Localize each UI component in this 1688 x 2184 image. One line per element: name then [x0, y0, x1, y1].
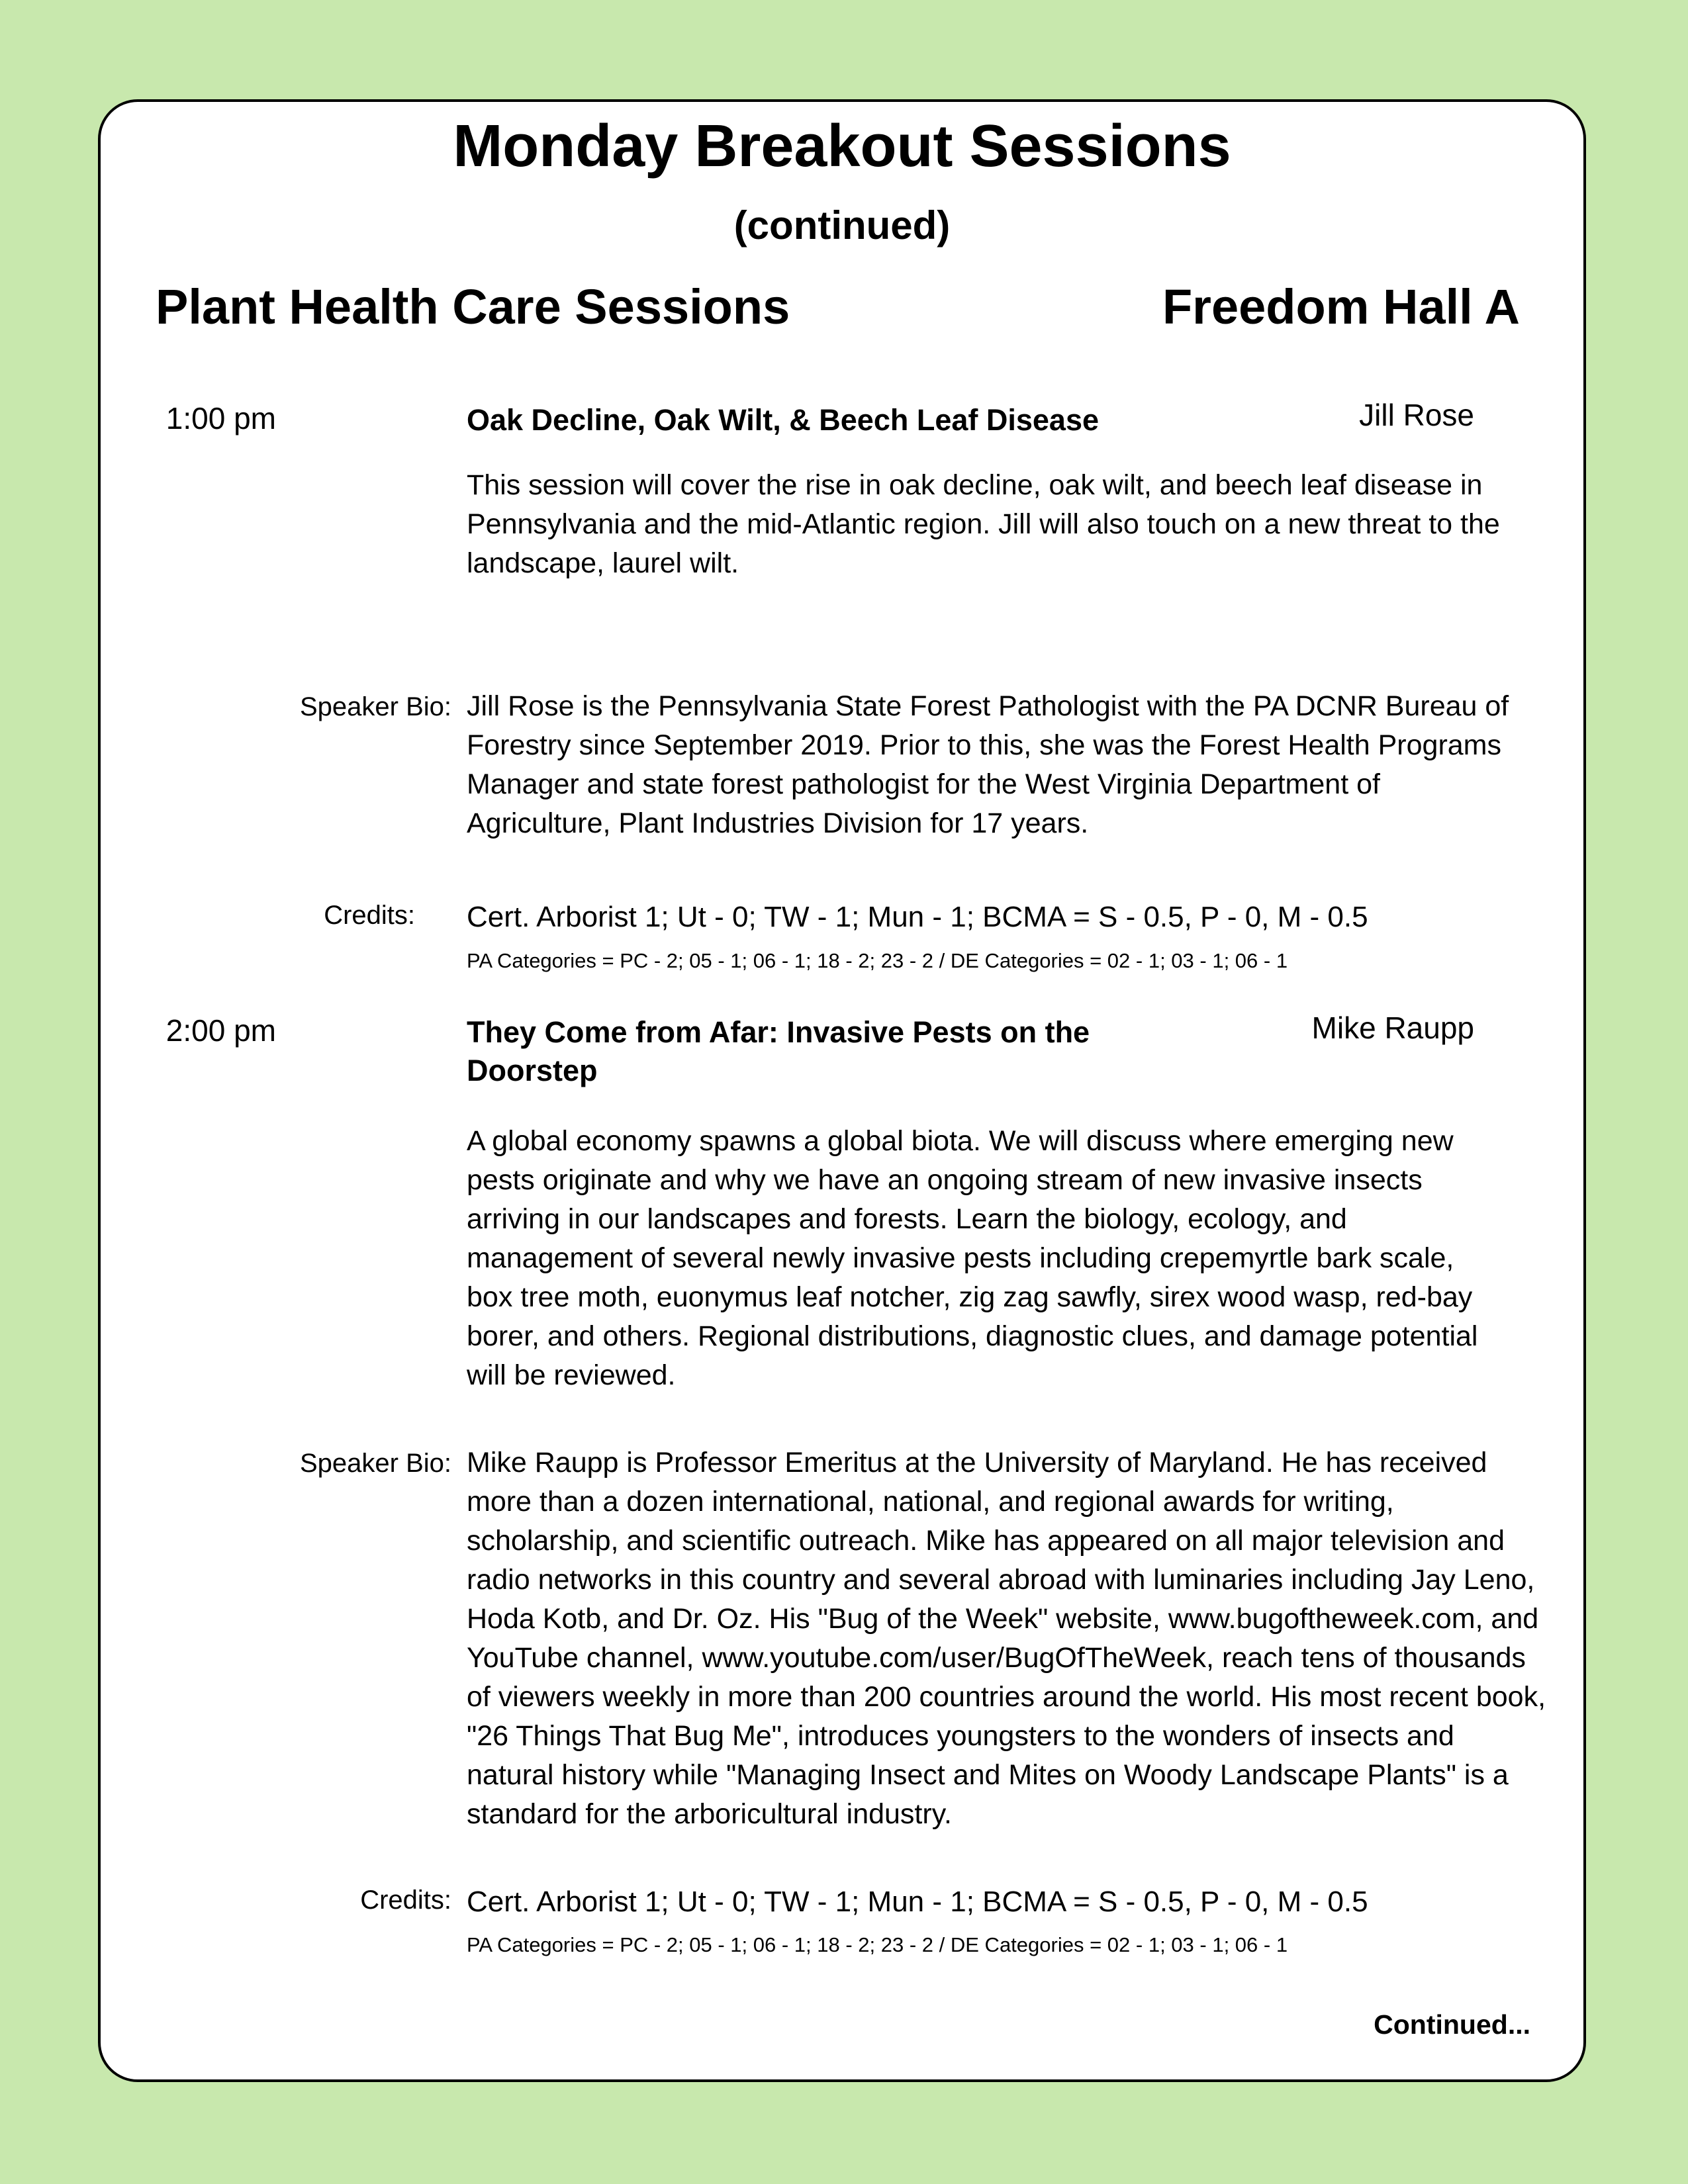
- session-1-credits: Cert. Arborist 1; Ut - 0; TW - 1; Mun - 1; BCMA = S - 0.5, P - 0, M - 0.5: [467, 901, 1368, 933]
- session-2-bio: Mike Raupp is Professor Emeritus at the University of Maryland. He has received more than a dozen international, national, and regional awards for writing, scholarship, and scientific outreach. Mike has appeared on all major television and radio networks in this country and several abroad with luminaries including Jay Leno, Hoda Kotb, and Dr. Oz. His "Bug of the Week" website, www.bugoftheweek.com, and YouTube channel, www.youtube.com/user/BugOfTheWeek, reach tens of thousands of viewers weekly in more than 200 countries around the world. His most recent book, "26 Things That Bug Me", introduces youngsters to the wonders of insects and natural history while "Managing Insect and Mites on Woody Landscape Plants" is a standard for the arboricultural industry.: [467, 1447, 1546, 1830]
- schedule-card: [98, 99, 1586, 2082]
- session-2-bio-label: Speaker Bio:: [299, 1449, 451, 1478]
- session-2-categories: PA Categories = PC - 2; 05 - 1; 06 - 1; 18 - 2; 23 - 2 / DE Categories = 02 - 1; 03 - 1; 06 - 1: [467, 1933, 1288, 1956]
- session-1-bio: Jill Rose is the Pennsylvania State Forest Pathologist with the PA DCNR Bureau of Forestry since September 2019. Prior to this, she was the Forest Health Programs Manager and state forest pathologist for the West Virginia Department of Agriculture, Plant Industries Division for 17 years.: [467, 690, 1509, 839]
- page-title: Monday Breakout Sessions: [453, 113, 1231, 179]
- session-1-categories: PA Categories = PC - 2; 05 - 1; 06 - 1; 18 - 2; 23 - 2 / DE Categories = 02 - 1; 03 - 1; 06 - 1: [467, 949, 1288, 972]
- session-2-credits: Cert. Arborist 1; Ut - 0; TW - 1; Mun - 1; BCMA = S - 0.5, P - 0, M - 0.5: [467, 1886, 1368, 1918]
- session-2-description: A global economy spawns a global biota. We will discuss where emerging new pests originate and why we have an ongoing stream of new invasive insects arriving in our landscapes and forests. Learn the biology, ecology, and management of several newly invasive pests including crepemyrtle bark scale, box tree moth, euonymus leaf notcher, zig zag sawfly, sirex wood wasp, red-bay borer, and others. Regional distributions, diagnostic clues, and damage potential will be reviewed.: [467, 1125, 1478, 1391]
- session-2-speaker: Mike Raupp: [1311, 1011, 1474, 1045]
- session-1-speaker: Jill Rose: [1359, 398, 1474, 432]
- session-2-time: 2:00 pm: [165, 1013, 276, 1048]
- session-2-credits-label: Credits:: [360, 1886, 451, 1915]
- session-2-title: They Come from Afar: Invasive Pests on the Doorstep: [467, 1015, 1090, 1087]
- session-1-time: 1:00 pm: [165, 401, 276, 435]
- session-1-title: Oak Decline, Oak Wilt, & Beech Leaf Disease: [467, 403, 1099, 437]
- page-subtitle: (continued): [733, 203, 951, 248]
- session-1-description: This session will cover the rise in oak decline, oak wilt, and beech leaf disease in Pennsylvania and the mid-Atlantic region. Jill will also touch on a new threat to the landscape, laurel wilt.: [467, 469, 1500, 579]
- continued-note: Continued...: [1374, 2009, 1530, 2040]
- track-name: Plant Health Care Sessions: [156, 279, 790, 334]
- room-name: Freedom Hall A: [1162, 279, 1520, 334]
- session-1-credits-label: Credits:: [324, 901, 415, 930]
- session-1-bio-label: Speaker Bio:: [299, 692, 451, 721]
